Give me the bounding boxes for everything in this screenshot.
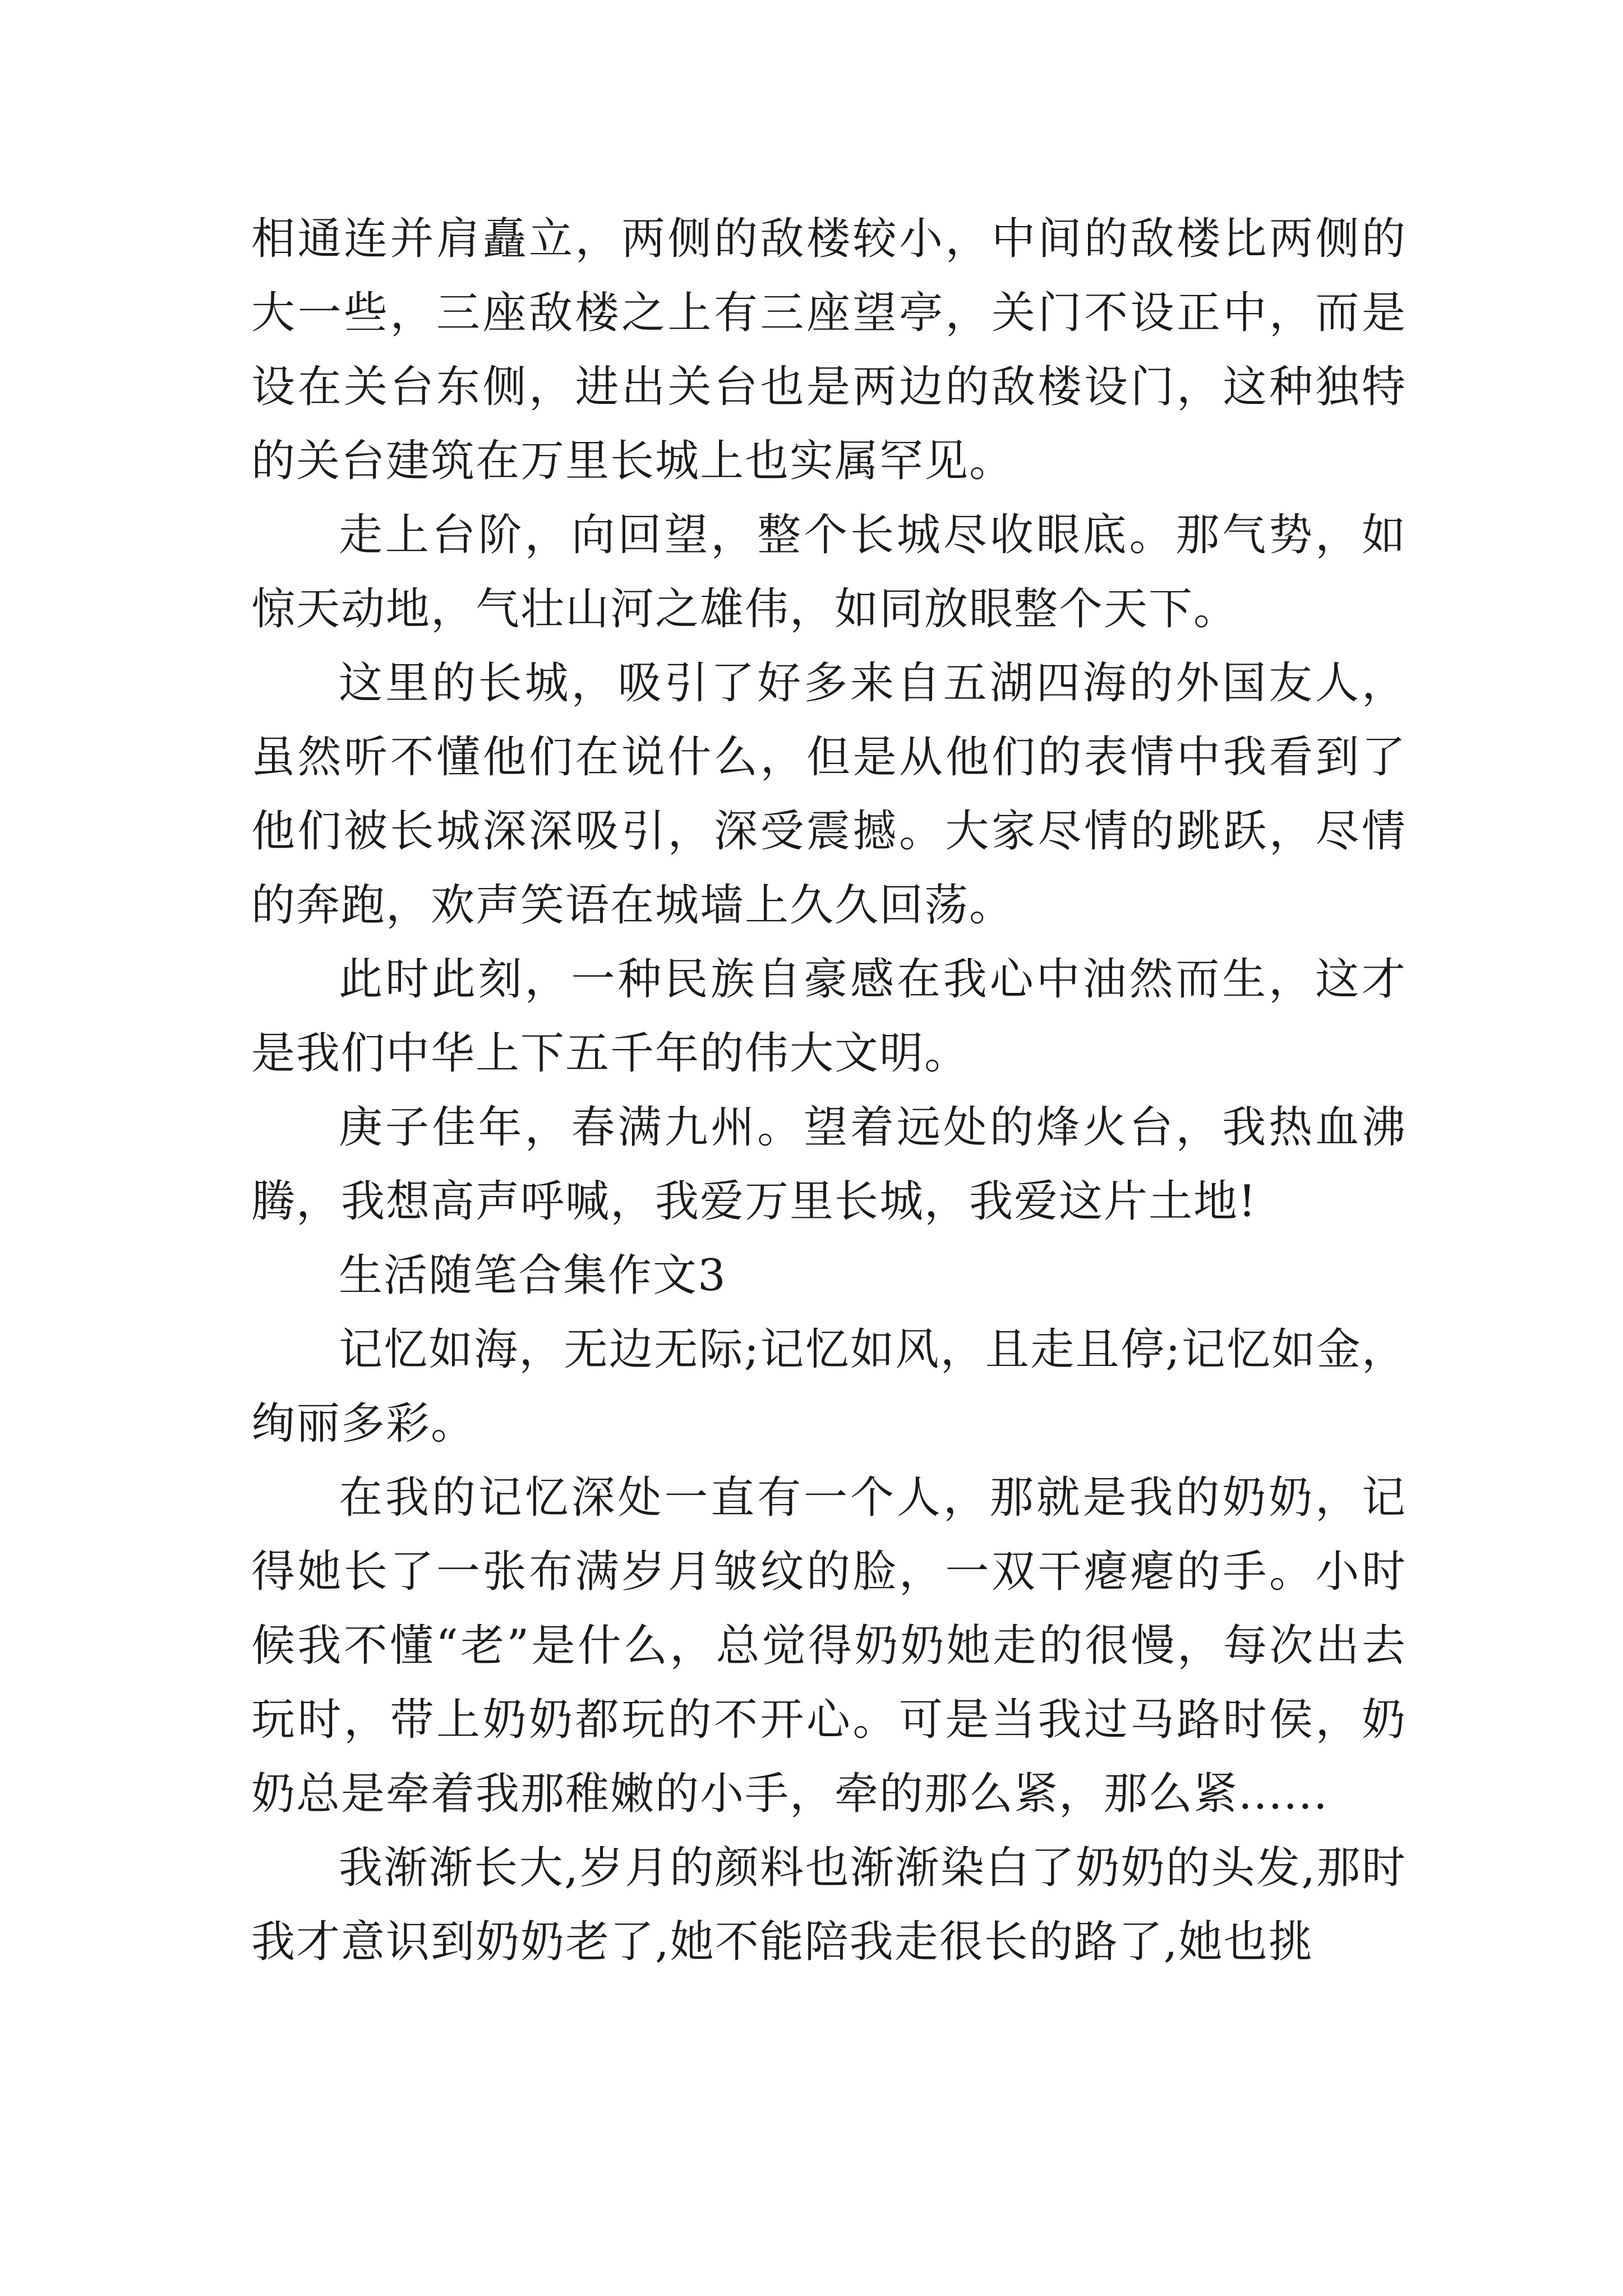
paragraph-national-pride: 此时此刻，一种民族自豪感在我心中油然而生，这才是我们中华上下五千年的伟大文明。 <box>251 954 1407 1079</box>
paragraph-grandmother: 在我的记忆深处一直有一个人，那就是我的奶奶，记得她长了一张布满岁月皱纹的脸，一双干瘪瘪的手。小时候我不懂“老”是什么，总觉得奶奶她走的很慢，每次出去玩时，带上奶奶都玩的不开心。可是当我过马路时侯，奶奶总是牵着我那稚嫩的小手，牵的那么紧，那么紧...... <box>251 1473 1407 1819</box>
paragraph-continuation: 相通连并肩矗立，两侧的敌楼较小，中间的敌楼比两侧的大一些，三座敌楼之上有三座望亭，关门不设正中，而是设在关台东侧，进出关台也是两边的敌楼设门，这种独特的关台建筑在万里长城上也实属罕见。 <box>251 214 1407 486</box>
paragraph-memory: 记忆如海，无边无际;记忆如风，且走且停;记忆如金，绚丽多彩。 <box>251 1324 1407 1449</box>
section-heading: 生活随笔合集作文3 <box>339 1250 727 1301</box>
paragraph-gengzi-year: 庚子佳年，春满九州。望着远处的烽火台，我热血沸腾，我想高声呼喊，我爱万里长城，我爱这片土地! <box>251 1102 1407 1227</box>
paragraph-growing-up: 我渐渐长大,岁月的颜料也渐渐染白了奶奶的头发,那时我才意识到奶奶老了,她不能陪我走很长的路了,她也挑 <box>251 1843 1407 1967</box>
paragraph-climb-steps: 走上台阶，向回望，整个长城尽收眼底。那气势，如惊天动地，气壮山河之雄伟，如同放眼整个天下。 <box>251 510 1407 634</box>
paragraph-foreign-friends: 这里的长城，吸引了好多来自五湖四海的外国友人，虽然听不懂他们在说什么，但是从他们的表情中我看到了他们被长城深深吸引，深受震撼。大家尽情的跳跃，尽情的奔跑，欢声笑语在城墙上久久回荡。 <box>251 658 1407 931</box>
document-body <box>251 202 1407 1979</box>
